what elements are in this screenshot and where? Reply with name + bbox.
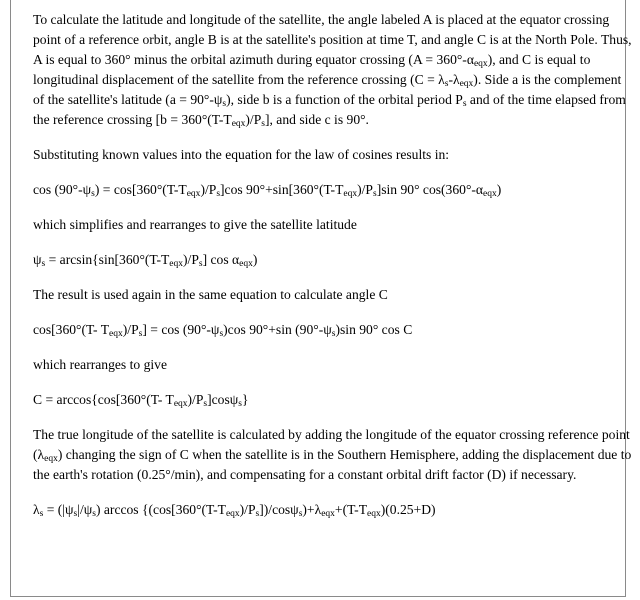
paragraph-latitude-longitude-setup: To calculate the latitude and longitude of the satellite, the angle labeled A is placed at the equator crossing point of a reference orbit, angle B is at the satellite's position at time T, and angle C is at the North Pole. Thus, A is equal to 360° minus the orbital azimuth during equator crossing $(A = 360^\circ-\alpha_{eqx})$, and C is equal to longitudinal displacement of the satellite from the reference crossing $(C = \lambda_s-\lambda_{eqx})$. Side a is the complement of the satellite's latitude $(a = 90^\circ-\psi_s)$, side b is a function of the orbital period $P_s$ and of the time elapsed from the reference crossing $[b = 360^\circ(T-T_{eqx})/P_s]$, and side c is 90°.	[33, 12, 632, 129]
equation-law-of-cosines: $\cos (90^\circ-\psi_s) = \cos[360^\circ(T-T_{eqx})/P_s]\cos$ $90^\circ+\sin[360^\circ(T-T_{eqx})/P_s]\sin$ 90° $\cos(360^\circ-\alpha_{eqx})$	[33, 182, 502, 199]
paragraph-calculate-angle-c: The result is used again in the same equation to calculate angle C	[33, 287, 388, 302]
paragraph-simplifies-latitude: which simplifies and rearranges to give the satellite latitude	[33, 217, 357, 232]
equation-c-arccos: C = arccos{cos[360°(T- $T_{eqx})/P_s]\cos\psi_s$}	[33, 392, 249, 409]
equation-longitude: $\lambda_s = (|\psi_s|/\psi_s)$ $\arccos \{(\cos[360^\circ(T-T_{eqx})/P_s])/\cos\psi_s)+\lambda_{eqx}+(T-T_{eqx})(0.25+D)$	[33, 502, 436, 519]
paragraph-law-of-cosines-intro: Substituting known values into the equation for the law of cosines results in:	[33, 147, 450, 162]
document-body	[33, 10, 633, 520]
paragraph-true-longitude: The true longitude of the satellite is calculated by adding the longitude of the equator crossing reference point $(\lambda_{eqx})$ changing the sign of C when the satellite is in the Southern Hemisphere, adding the displacement due to the earth's rotation (0.25°/min), and compensating for a constant orbital drift factor (D) if necessary.	[33, 427, 632, 482]
paragraph-rearranges: which rearranges to give	[33, 357, 167, 372]
equation-angle-c: cos[360°(T- $T_{eqx})/P_s] = \cos (90^\circ-\psi_s)\cos$ 90°+sin $(90^\circ-\psi_s)\sin$ 90° cos C	[33, 322, 413, 339]
document-frame	[10, 0, 632, 597]
equation-latitude: $\psi_s = \arcsin\{\sin[360^\circ(T-T_{eqx})/P_s]$ $\cos \alpha_{eqx}$)	[33, 252, 258, 269]
